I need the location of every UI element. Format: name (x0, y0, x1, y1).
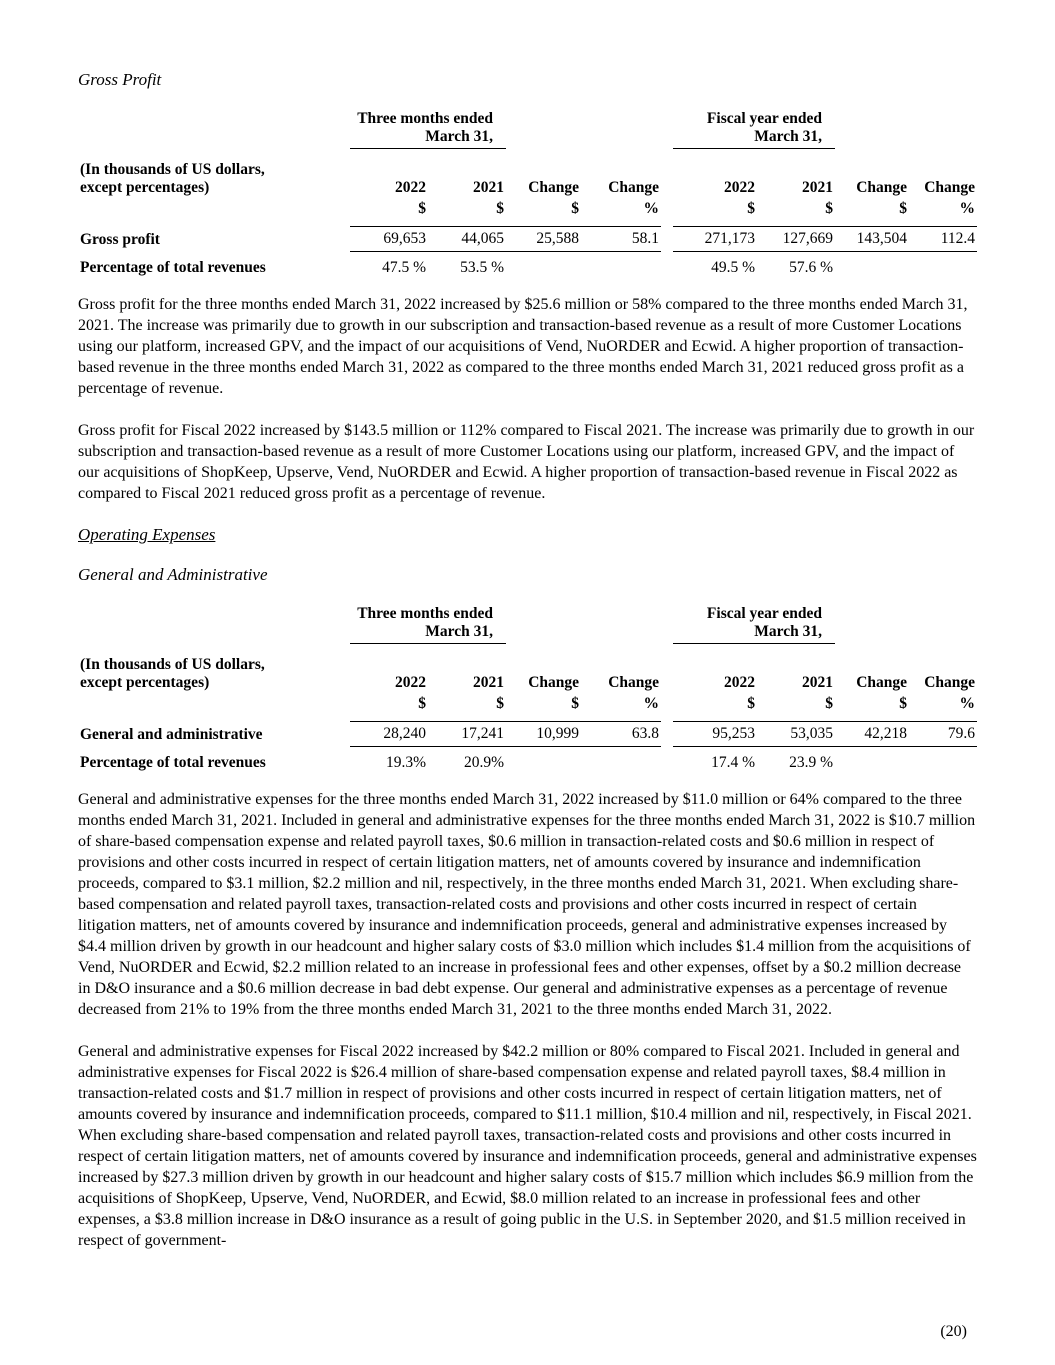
empty-cell (78, 197, 350, 218)
unit-col-header: % (643, 694, 660, 712)
cell-value: 10,999 (506, 722, 581, 747)
unit-col-header: $ (496, 199, 505, 217)
paragraph: General and administrative expenses for the three months ended March 31, 2022 increased by $11.0 million or 64% compared to the three months ended March 31, 2021. Included in general and administrative expenses for the three months ended March 31, 2022 is $10.7 million of share-based compensation expense and related payroll taxes, $0.6 million in transaction-related costs and $0.6 million in respect of provisions and other costs incurred in respect of certain litigation matters, net of amounts covered by insurance and indemnification proceeds, compared to $3.1 million, $2.2 million and nil, respectively, in the three months ended March 31, 2021. When excluding share-based compensation and related payroll taxes, transaction-related costs and provisions and other costs incurred in respect of certain litigation matters, net of amounts covered by insurance and indemnification proceeds, general and administrative expenses increased by $4.4 million driven by growth in our headcount and higher salary costs of $3.0 million which includes $1.4 million from the acquisitions of Vend, NuORDER and Ecwid, $2.2 million related to an increase in professional fees and other expenses, offset by a $0.2 million decrease in D&O insurance and a $0.6 million decrease in bad debt expense. Our general and administrative expenses as a percentage of revenue decreased from 21% to 19% from the three months ended March 31, 2021 to the three months ended March 31, 2022. (78, 791, 976, 1018)
table-year-header-row (78, 149, 977, 197)
cell-value: 271,173 (673, 227, 757, 252)
spacer-row (78, 218, 977, 227)
cell-value (909, 747, 977, 773)
table-row (78, 227, 977, 252)
table-row (78, 722, 977, 747)
cell-value: 25,588 (506, 227, 581, 252)
column-gap (661, 110, 673, 149)
column-gap (661, 692, 673, 713)
unit-col-header: $ (496, 694, 505, 712)
table-year-header-row (78, 644, 977, 692)
paragraph: General and administrative expenses for Fiscal 2022 increased by $42.2 million or 80% compared to Fiscal 2021. Included in general and administrative expenses for Fiscal 2022 is $26.4 million of share-based compensation expense and related payroll taxes, $8.4 million in transaction-related costs and $1.7 million in respect of provisions and other costs incurred in respect of certain litigation matters, net of amounts covered by insurance and indemnification proceeds, compared to $11.1 million, $10.4 million and nil, respectively, in Fiscal 2021. When excluding share-based compensation and related payroll taxes, transaction-related costs and provisions and other costs incurred in respect of certain litigation matters, net of amounts covered by insurance and indemnification proceeds, general and administrative expenses increased by $27.3 million driven by growth in our headcount and higher salary costs of $15.7 million which includes $6.9 million from the acquisitions of ShopKeep, Upserve, Vend, NuORDER, and Ecwid, $8.0 million related to an increase in professional fees and other expenses, a $3.8 million increase in D&O insurance as a result of going public in the U.S. in September 2020, and $1.5 million received in respect of government- (78, 1043, 977, 1249)
cell-value: 23.9 % (789, 754, 834, 771)
column-gap (661, 252, 673, 278)
table-row (78, 747, 977, 773)
cell-value (506, 252, 581, 278)
table-label-line: except percentages) (80, 673, 210, 691)
table-group-header-row (78, 110, 977, 149)
year-col-header: Change (856, 673, 908, 691)
paragraph: Gross profit for the three months ended March 31, 2022 increased by $25.6 million or 58% compared to the three months ended March 31, 2021. The increase was primarily due to growth in our subscription and transaction-based revenue as a result of more Customer Locations using our platform, increased GPV, and the impact of our acquisitions of Vend, NuORDER and Ecwid. A higher proportion of transaction-based revenue in the three months ended March 31, 2022 as compared to the three months ended March 31, 2021 reduced gross profit as a percentage of revenue. (78, 296, 968, 397)
row-label: General and administrative (80, 725, 263, 743)
column-gap (661, 747, 673, 773)
column-gap (661, 227, 673, 252)
unit-col-header: $ (747, 199, 756, 217)
row-label: Percentage of total revenues (80, 754, 266, 771)
year-col-header: Change (528, 673, 580, 691)
cell-value: 95,253 (673, 722, 757, 747)
year-col-header: 2021 (473, 673, 505, 691)
column-gap (661, 197, 673, 218)
table-label-line: except percentages) (80, 178, 210, 196)
cell-value: 53.5 % (460, 259, 505, 276)
group-header-three-months (350, 605, 506, 644)
group-header-line: Three months ended (357, 110, 494, 127)
cell-value (909, 252, 977, 278)
cell-value: 63.8 (581, 722, 661, 747)
table-label-line: (In thousands of US dollars, (80, 160, 265, 178)
cell-value: 20.9% (463, 754, 505, 771)
cell-value: 69,653 (350, 227, 428, 252)
empty-cell (835, 110, 977, 149)
year-col-header: Change (528, 178, 580, 196)
cell-value: 49.5 % (711, 259, 756, 276)
table-unit-header-row (78, 197, 977, 218)
cell-value (506, 747, 581, 773)
cell-value: 57.6 % (789, 259, 834, 276)
cell-value: 127,669 (757, 227, 835, 252)
year-col-header: 2022 (724, 178, 756, 196)
year-col-header: Change (924, 178, 976, 196)
group-header-fiscal-year (673, 605, 835, 644)
group-header-line: Fiscal year ended (706, 605, 823, 622)
unit-col-header: % (959, 694, 976, 712)
group-header-fiscal-year (673, 110, 835, 149)
group-header-line: March 31, (754, 128, 823, 145)
unit-col-header: $ (825, 694, 834, 712)
cell-value (581, 747, 661, 773)
unit-col-header: $ (825, 199, 834, 217)
year-col-header: 2022 (395, 673, 426, 691)
cell-value: 42,218 (835, 722, 909, 747)
page-number: (20) (940, 1323, 967, 1340)
year-col-header: Change (608, 178, 660, 196)
gross-profit-table (78, 110, 977, 277)
year-col-header: 2021 (473, 178, 505, 196)
cell-value: 19.3% (385, 754, 426, 771)
year-col-header: Change (924, 673, 976, 691)
spacer-cell (78, 713, 977, 722)
table-label-header (78, 149, 350, 197)
cell-value: 17,241 (428, 722, 506, 747)
cell-value: 79.6 (909, 722, 977, 747)
cell-value: 28,240 (350, 722, 428, 747)
empty-cell (835, 605, 977, 644)
cell-value: 47.5 % (382, 259, 426, 276)
column-gap (661, 605, 673, 644)
column-gap (661, 644, 673, 692)
heading-general-administrative: General and Administrative (78, 565, 268, 584)
cell-value (835, 252, 909, 278)
table-unit-header-row (78, 692, 977, 713)
heading-gross-profit: Gross Profit (78, 70, 162, 89)
empty-cell (78, 110, 350, 149)
table-row (78, 252, 977, 278)
cell-value (581, 252, 661, 278)
year-col-header: 2021 (802, 673, 834, 691)
table-group-header-row (78, 605, 977, 644)
unit-col-header: % (959, 199, 976, 217)
unit-col-header: $ (418, 694, 426, 712)
table-label-header (78, 644, 350, 692)
unit-col-header: $ (571, 694, 580, 712)
empty-cell (78, 692, 350, 713)
spacer-row (78, 713, 977, 722)
group-header-line: Three months ended (357, 605, 494, 622)
row-label: Percentage of total revenues (80, 259, 266, 276)
unit-col-header: $ (899, 694, 908, 712)
row-label: Gross profit (80, 230, 160, 248)
spacer-cell (78, 218, 977, 227)
year-col-header: Change (608, 673, 660, 691)
cell-value: 17.4 % (711, 754, 756, 771)
table-label-line: (In thousands of US dollars, (80, 655, 265, 673)
group-header-line: March 31, (425, 623, 494, 640)
cell-value: 143,504 (835, 227, 909, 252)
unit-col-header: % (643, 199, 660, 217)
unit-col-header: $ (899, 199, 908, 217)
heading-operating-expenses (78, 525, 977, 545)
cell-value: 44,065 (428, 227, 506, 252)
group-header-line: Fiscal year ended (706, 110, 823, 127)
cell-value: 53,035 (757, 722, 835, 747)
empty-cell (506, 110, 661, 149)
empty-cell (78, 605, 350, 644)
cell-value: 112.4 (909, 227, 977, 252)
year-col-header: 2022 (724, 673, 756, 691)
unit-col-header: $ (571, 199, 580, 217)
cell-value: 58.1 (581, 227, 661, 252)
column-gap (661, 149, 673, 197)
group-header-line: March 31, (754, 623, 823, 640)
general-admin-table (78, 605, 977, 772)
group-header-three-months (350, 110, 506, 149)
cell-value (835, 747, 909, 773)
group-header-line: March 31, (425, 128, 494, 145)
year-col-header: Change (856, 178, 908, 196)
year-col-header: 2021 (802, 178, 834, 196)
paragraph: Gross profit for Fiscal 2022 increased by $143.5 million or 112% compared to Fiscal 2021. The increase was primarily due to growth in our subscription and transaction-based revenue as a result of more Customer Locations using our platform, increased GPV, and the impact of our acquisitions of ShopKeep, Upserve, Vend, NuORDER and Ecwid. A higher proportion of transaction-based revenue in Fiscal 2022 as compared to Fiscal 2021 reduced gross profit as a percentage of revenue. (78, 422, 975, 502)
heading-operating-expenses-text: Operating Expenses (78, 525, 216, 544)
unit-col-header: $ (747, 694, 756, 712)
unit-col-header: $ (418, 199, 426, 217)
column-gap (661, 722, 673, 747)
empty-cell (506, 605, 661, 644)
year-col-header: 2022 (395, 178, 426, 196)
